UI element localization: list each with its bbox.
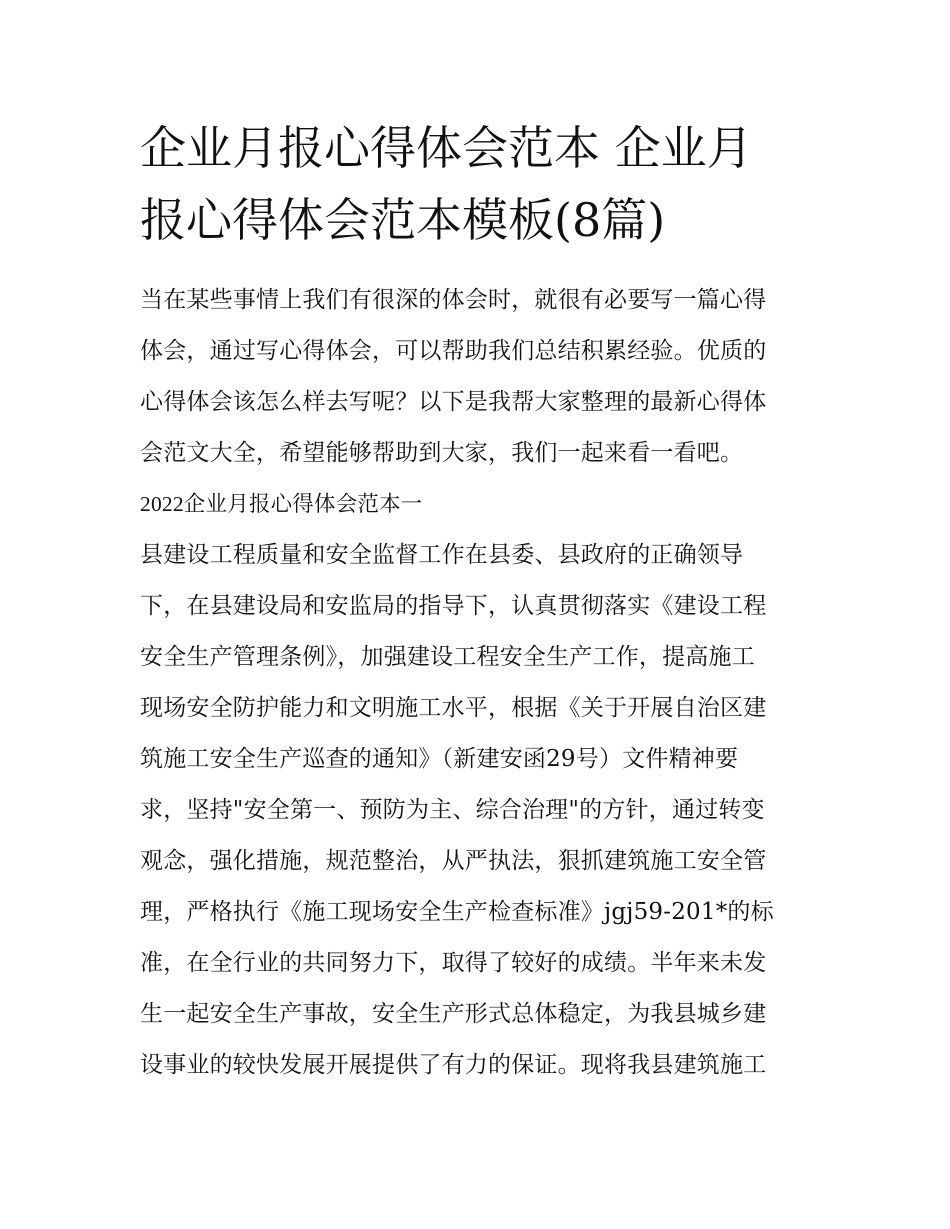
intro-line: 会范文大全，希望能够帮助到大家，我们一起来看一看吧。 bbox=[140, 440, 744, 466]
intro-line: 体会，通过写心得体会，可以帮助我们总结积累经验。优质的 bbox=[140, 338, 767, 364]
section-line: 现场安全防护能力和文明施工水平，根据《关于开展自治区建 bbox=[140, 695, 767, 721]
title-line: 报心得体会范本模板(8篇) bbox=[140, 193, 666, 247]
section-line: 观念，强化措施，规范整治，从严执法，狠抓建筑施工安全管 bbox=[140, 848, 767, 874]
section-line: 安全生产管理条例》，加强建设工程安全生产工作，提高施工 bbox=[140, 644, 755, 670]
section-line: 设事业的较快发展开展提供了有力的保证。现将我县建筑施工 bbox=[140, 1052, 767, 1078]
document-body bbox=[140, 275, 820, 1091]
section-line: 筑施工安全生产巡查的通知》（新建安函29号）文件精神要 bbox=[140, 746, 739, 772]
intro-line: 当在某些事情上我们有很深的体会时，就很有必要写一篇心得 bbox=[140, 287, 767, 313]
section-line: 生一起安全生产事故，安全生产形式总体稳定，为我县城乡建 bbox=[140, 1001, 767, 1027]
section-heading: 2022企业月报心得体会范本一 bbox=[140, 492, 423, 516]
section-line: 下，在县建设局和安监局的指导下，认真贯彻落实《建设工程 bbox=[140, 593, 767, 619]
section-line: 准，在全行业的共同努力下，取得了较好的成绩。半年来未发 bbox=[140, 950, 767, 976]
intro-line: 心得体会该怎么样去写呢？以下是我帮大家整理的最新心得体 bbox=[140, 389, 767, 415]
section-line: 理，严格执行《施工现场安全生产检查标准》jgj59-201*的标 bbox=[140, 899, 774, 925]
title-line: 企业月报心得体会范本 企业月 bbox=[140, 121, 753, 175]
document-title bbox=[140, 112, 820, 256]
section-line: 求，坚持"安全第一、预防为主、综合治理"的方针，通过转变 bbox=[140, 797, 765, 823]
section-line: 县建设工程质量和安全监督工作在县委、县政府的正确领导 bbox=[140, 542, 744, 568]
